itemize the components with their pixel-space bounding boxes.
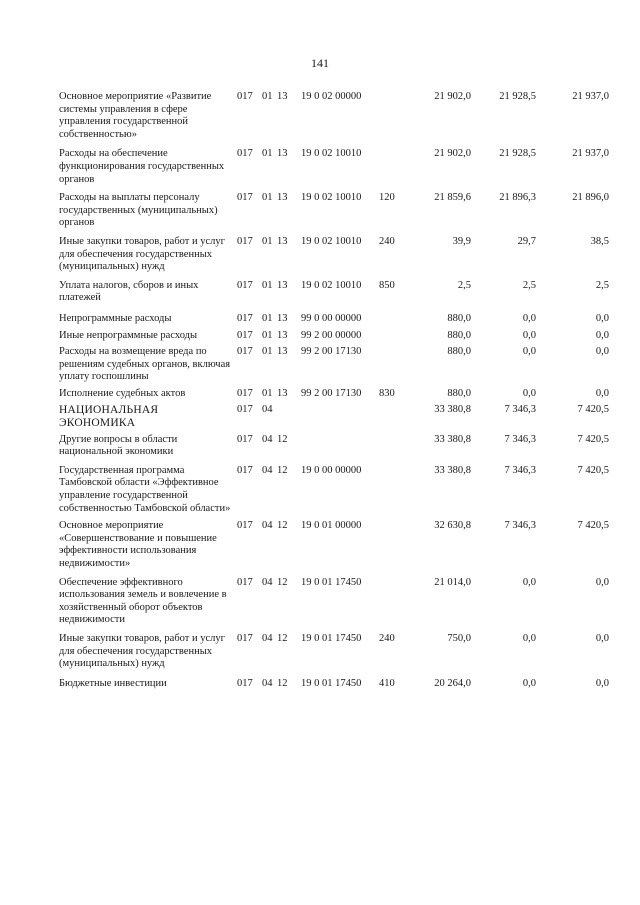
cell-csr: 19 0 02 10010 [301, 279, 362, 291]
table-row [59, 388, 619, 401]
cell-grbs: 017 [237, 632, 253, 644]
cell-csr: 99 0 00 00000 [301, 312, 362, 324]
table-row [59, 404, 619, 429]
cell-csr: 19 0 01 00000 [301, 520, 362, 532]
cell-v2: 7 346,3 [504, 433, 536, 445]
cell-grbs: 017 [237, 576, 253, 588]
cell-v1: 21 859,6 [434, 192, 471, 204]
cell-csr: 19 0 02 00000 [301, 91, 362, 102]
cell-grbs: 017 [237, 520, 253, 532]
table-row [59, 330, 619, 343]
cell-v2: 0,0 [522, 576, 536, 588]
cell-csr: 19 0 02 10010 [301, 148, 362, 160]
table-row [59, 577, 619, 627]
cell-v3: 38,5 [590, 235, 609, 247]
cell-rz: 01 [262, 192, 273, 204]
row-name: Другие вопросы в области национальной экономики [59, 433, 178, 458]
cell-rz: 01 [262, 387, 273, 399]
cell-grbs: 017 [237, 346, 253, 358]
cell-grbs: 017 [237, 329, 253, 341]
cell-csr: 19 0 00 00000 [301, 464, 362, 476]
cell-v1: 21 902,0 [434, 91, 471, 102]
cell-vr: 410 [379, 677, 395, 689]
cell-grbs: 017 [237, 433, 253, 445]
cell-v1: 2,5 [457, 279, 471, 291]
cell-v1: 33 380,8 [434, 464, 471, 476]
cell-vr: 240 [379, 235, 395, 247]
cell-pr: 12 [277, 464, 288, 476]
table-row [59, 280, 619, 305]
cell-v3: 7 420,5 [577, 464, 609, 476]
row-name: Бюджетные инвестиции [59, 677, 167, 689]
table-row [59, 520, 619, 570]
cell-v1: 33 380,8 [434, 433, 471, 445]
row-name: Исполнение судебных актов [59, 387, 186, 399]
cell-pr: 13 [277, 387, 288, 399]
cell-v3: 0,0 [595, 329, 609, 341]
cell-v2: 0,0 [522, 387, 536, 399]
cell-v2: 7 346,3 [504, 404, 536, 416]
cell-pr: 12 [277, 520, 288, 532]
cell-rz: 04 [262, 632, 273, 644]
cell-v3: 21 937,0 [572, 91, 609, 102]
cell-v2: 21 928,5 [499, 148, 536, 160]
row-name: Иные закупки товаров, работ и услуг для обеспечения государственных (муниципальных) нужд [59, 632, 225, 670]
budget-table [59, 91, 619, 690]
row-name: Государственная программа Тамбовской области «Эффективное управление государственной собственностью Тамбовской области» [59, 464, 231, 514]
cell-grbs: 017 [237, 148, 253, 160]
cell-rz: 04 [262, 520, 273, 532]
cell-csr: 99 2 00 17130 [301, 346, 362, 358]
cell-rz: 04 [262, 464, 273, 476]
cell-v3: 21 896,0 [572, 192, 609, 204]
cell-v2: 2,5 [522, 279, 536, 291]
cell-pr: 13 [277, 279, 288, 291]
cell-grbs: 017 [237, 387, 253, 399]
cell-v3: 7 420,5 [577, 404, 609, 416]
cell-v2: 0,0 [522, 329, 536, 341]
cell-csr: 99 2 00 00000 [301, 329, 362, 341]
cell-v3: 0,0 [595, 632, 609, 644]
row-name: Основное мероприятие «Совершенствование и повышение эффективности использования недвижимости» [59, 520, 217, 569]
table-row [59, 678, 619, 691]
cell-vr: 850 [379, 279, 395, 291]
cell-pr: 13 [277, 346, 288, 358]
cell-csr: 19 0 02 10010 [301, 235, 362, 247]
cell-v3: 0,0 [595, 677, 609, 689]
cell-v1: 750,0 [447, 632, 471, 644]
cell-pr: 13 [277, 312, 288, 324]
cell-pr: 12 [277, 632, 288, 644]
cell-csr: 99 2 00 17130 [301, 387, 362, 399]
page-number: 141 [311, 56, 329, 70]
cell-v1: 20 264,0 [434, 677, 471, 689]
cell-pr: 12 [277, 677, 288, 689]
cell-v2: 21 928,5 [499, 91, 536, 102]
table-row [59, 434, 619, 459]
cell-v3: 0,0 [595, 576, 609, 588]
row-name: НАЦИОНАЛЬНАЯ ЭКОНОМИКА [59, 404, 159, 430]
table-row [59, 465, 619, 515]
table-row [59, 633, 619, 671]
cell-rz: 01 [262, 148, 273, 160]
cell-grbs: 017 [237, 404, 253, 416]
cell-pr: 12 [277, 433, 288, 445]
cell-grbs: 017 [237, 235, 253, 247]
cell-grbs: 017 [237, 677, 253, 689]
cell-v1: 880,0 [447, 312, 471, 324]
cell-pr: 13 [277, 91, 288, 102]
cell-rz: 01 [262, 235, 273, 247]
cell-v1: 880,0 [447, 346, 471, 358]
cell-v1: 33 380,8 [434, 404, 471, 416]
cell-grbs: 017 [237, 91, 253, 102]
cell-v2: 7 346,3 [504, 464, 536, 476]
cell-grbs: 017 [237, 464, 253, 476]
table-row [59, 192, 619, 230]
cell-grbs: 017 [237, 279, 253, 291]
cell-grbs: 017 [237, 192, 253, 204]
table-row [59, 346, 619, 384]
cell-csr: 19 0 01 17450 [301, 576, 362, 588]
cell-v3: 7 420,5 [577, 520, 609, 532]
cell-rz: 01 [262, 279, 273, 291]
row-name: Расходы на возмещение вреда по решениям судебных органов, включая уплату госпошлины [59, 346, 231, 383]
cell-v1: 39,9 [452, 235, 471, 247]
cell-csr: 19 0 02 10010 [301, 192, 362, 204]
cell-rz: 01 [262, 91, 273, 102]
cell-csr: 19 0 01 17450 [301, 677, 362, 689]
cell-pr: 12 [277, 576, 288, 588]
cell-v3: 0,0 [595, 387, 609, 399]
cell-pr: 13 [277, 148, 288, 160]
cell-vr: 120 [379, 192, 395, 204]
cell-v2: 0,0 [522, 677, 536, 689]
cell-v1: 21 902,0 [434, 148, 471, 160]
cell-rz: 04 [262, 404, 273, 416]
cell-rz: 04 [262, 677, 273, 689]
cell-rz: 04 [262, 576, 273, 588]
cell-v2: 0,0 [522, 312, 536, 324]
cell-v3: 21 937,0 [572, 148, 609, 160]
cell-v1: 32 630,8 [434, 520, 471, 532]
table-row [59, 91, 619, 141]
cell-grbs: 017 [237, 312, 253, 324]
row-name: Уплата налогов, сборов и иных платежей [59, 279, 199, 304]
row-name: Основное мероприятие «Развитие системы управления в сфере управления государственной собственностью» [59, 91, 212, 140]
row-name: Иные закупки товаров, работ и услуг для обеспечения государственных (муниципальных) нужд [59, 235, 225, 273]
cell-pr: 13 [277, 235, 288, 247]
row-name: Иные непрограммные расходы [59, 329, 198, 341]
cell-v2: 7 346,3 [504, 520, 536, 532]
cell-rz: 01 [262, 312, 273, 324]
cell-rz: 01 [262, 329, 273, 341]
cell-v3: 7 420,5 [577, 433, 609, 445]
row-name: Расходы на обеспечение функционирования государственных органов [59, 148, 225, 185]
cell-v3: 0,0 [595, 346, 609, 358]
cell-csr: 19 0 01 17450 [301, 632, 362, 644]
cell-v2: 0,0 [522, 346, 536, 358]
cell-pr: 13 [277, 329, 288, 341]
cell-pr: 13 [277, 192, 288, 204]
row-name: Непрограммные расходы [59, 312, 172, 324]
row-name: Обеспечение эффективного использования земель и вовлечение в хозяйственный оборот объектов недвижимости [59, 576, 227, 626]
cell-v3: 2,5 [595, 279, 609, 291]
table-row [59, 236, 619, 274]
cell-v3: 0,0 [595, 312, 609, 324]
cell-vr: 240 [379, 632, 395, 644]
cell-v2: 0,0 [522, 632, 536, 644]
cell-rz: 01 [262, 346, 273, 358]
cell-v1: 880,0 [447, 329, 471, 341]
table-row [59, 313, 619, 326]
cell-vr: 830 [379, 387, 395, 399]
cell-v1: 21 014,0 [434, 576, 471, 588]
cell-v2: 21 896,3 [499, 192, 536, 204]
table-row [59, 148, 619, 186]
row-name: Расходы на выплаты персоналу государственных (муниципальных) органов [59, 192, 218, 229]
cell-v1: 880,0 [447, 387, 471, 399]
cell-v2: 29,7 [517, 235, 536, 247]
cell-rz: 04 [262, 433, 273, 445]
